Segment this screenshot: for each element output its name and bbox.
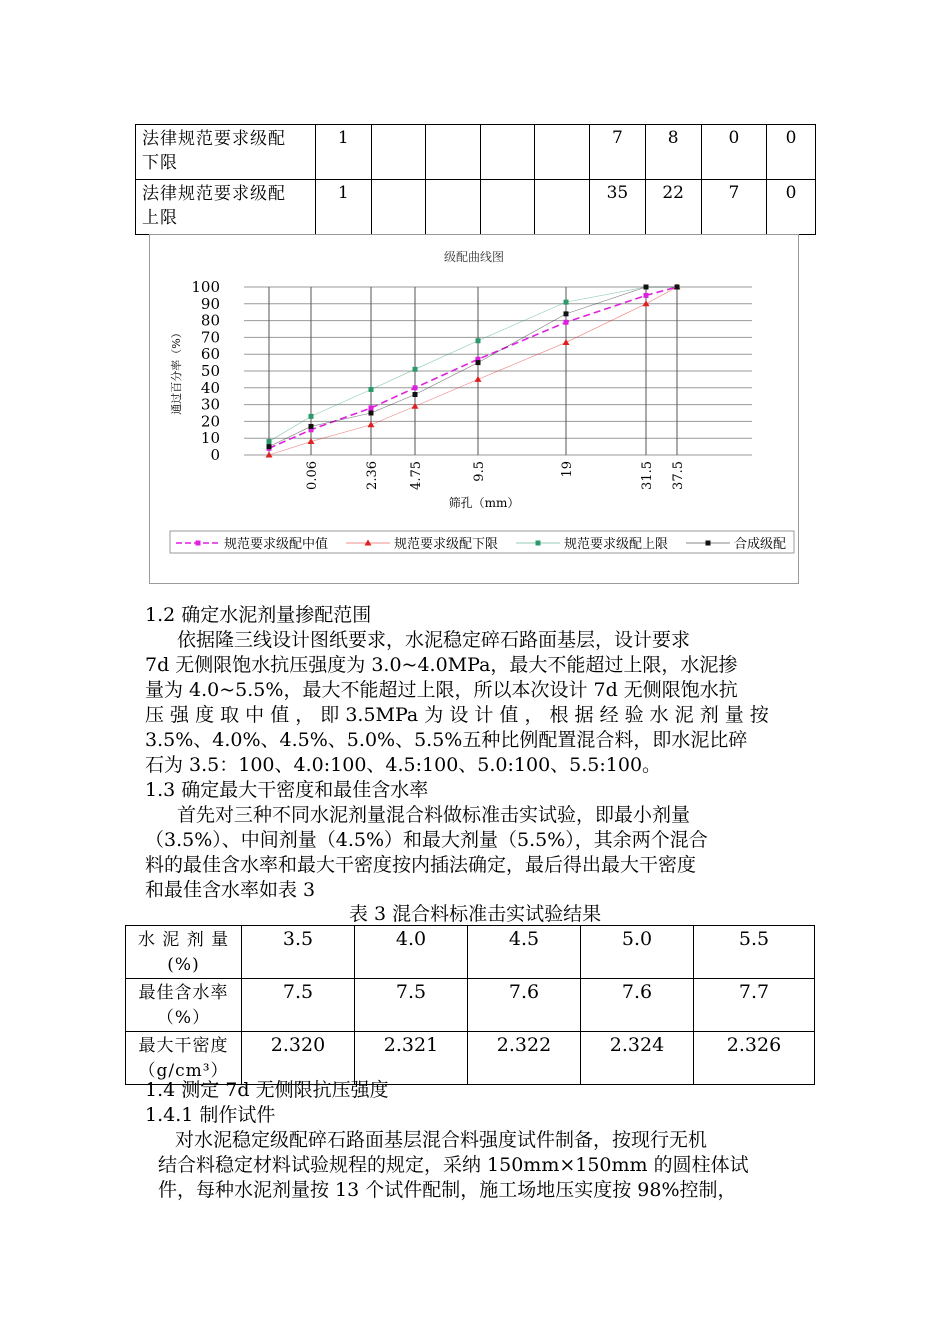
paragraph-line: 7d 无侧限饱水抗压强度为 3.0~4.0MPa，最大不能超过上限，水泥掺 bbox=[145, 654, 738, 676]
y-tick-label: 80 bbox=[200, 311, 220, 330]
data-point bbox=[564, 300, 569, 305]
legend-label: 规范要求级配上限 bbox=[564, 537, 669, 552]
data-point bbox=[369, 405, 374, 410]
y-tick-label: 60 bbox=[200, 345, 220, 364]
x-tick-label: 4.75 bbox=[409, 461, 424, 490]
table-cell: 4.0 bbox=[355, 926, 468, 979]
legend-marker bbox=[536, 541, 541, 546]
data-point bbox=[412, 403, 419, 409]
paragraph-line: 对水泥稳定级配碎石路面基层混合料强度试件制备，按现行无机 bbox=[175, 1129, 708, 1151]
table-cell bbox=[480, 180, 535, 235]
table-cell: 7.6 bbox=[581, 979, 694, 1032]
series-line bbox=[269, 287, 677, 448]
x-tick-label: 2.36 bbox=[365, 461, 380, 490]
data-point bbox=[563, 339, 570, 345]
table-cell: 0 bbox=[701, 125, 767, 180]
paragraph-line: 量为 4.0~5.5%，最大不能超过上限，所以本次设计 7d 无侧限饱水抗 bbox=[145, 679, 738, 701]
table-cell: 2.322 bbox=[468, 1032, 581, 1085]
x-tick-label: 0.06 bbox=[305, 461, 320, 490]
table-row bbox=[126, 1032, 815, 1085]
table-cell: 7.5 bbox=[242, 979, 355, 1032]
x-tick-label: 9.5 bbox=[472, 461, 487, 482]
legend-label: 规范要求级配中值 bbox=[224, 537, 329, 552]
data-point bbox=[267, 439, 272, 444]
table-cell: 3.5 bbox=[242, 926, 355, 979]
compaction-results-table bbox=[125, 925, 815, 1085]
y-tick-label: 30 bbox=[200, 395, 220, 414]
row-label: 法律规范要求级配 上限 bbox=[136, 180, 316, 235]
paragraph-line: 件，每种水泥剂量按 13 个试件配制，施工场地压实度按 98%控制， bbox=[158, 1179, 737, 1201]
table-cell: 0 bbox=[767, 125, 816, 180]
y-tick-label: 100 bbox=[191, 278, 220, 296]
data-point bbox=[267, 444, 272, 449]
paragraph-line: 和最佳含水率如表 3 bbox=[145, 879, 316, 901]
x-tick-label: 37.5 bbox=[671, 461, 686, 490]
table-cell: 2.326 bbox=[694, 1032, 815, 1085]
table-cell bbox=[535, 180, 590, 235]
table-cell: 5.0 bbox=[581, 926, 694, 979]
table-cell: 1 bbox=[315, 125, 371, 180]
table-cell: 7 bbox=[701, 180, 767, 235]
sub-heading-1-4-1: 1.4.1 制作试件 bbox=[145, 1104, 276, 1126]
legend-marker bbox=[196, 541, 201, 546]
table-cell: 5.5 bbox=[694, 926, 815, 979]
table-cell: 22 bbox=[645, 180, 701, 235]
x-tick-label: 19 bbox=[560, 461, 575, 478]
data-point bbox=[413, 367, 418, 372]
table-cell: 2.321 bbox=[355, 1032, 468, 1085]
data-point bbox=[369, 387, 374, 392]
table-row bbox=[136, 180, 816, 235]
data-point bbox=[475, 376, 482, 382]
table-cell: 7.6 bbox=[468, 979, 581, 1032]
legend-marker bbox=[706, 541, 711, 546]
table-cell: 7.5 bbox=[355, 979, 468, 1032]
table-cell: 2.324 bbox=[581, 1032, 694, 1085]
paragraph-line: （3.5%）、中间剂量（4.5%）和最大剂量（5.5%），其余两个混合 bbox=[145, 829, 708, 851]
table-row bbox=[136, 125, 816, 180]
table-cell: 35 bbox=[590, 180, 646, 235]
data-point bbox=[644, 285, 649, 290]
data-point bbox=[564, 320, 569, 325]
y-tick-label: 20 bbox=[200, 412, 220, 431]
gradation-limits-table bbox=[135, 124, 816, 235]
x-axis-label: 筛孔（mm） bbox=[448, 496, 520, 510]
data-point bbox=[413, 385, 418, 390]
paragraph-line: 压 强 度 取 中 值 ， 即 3.5MPa 为 设 计 值 ， 根 据 经 验 水 泥 剂 量 按 bbox=[145, 704, 769, 726]
gradation-chart bbox=[149, 234, 799, 584]
legend-label: 合成级配 bbox=[734, 537, 787, 552]
data-point bbox=[644, 293, 649, 298]
table-cell: 2.320 bbox=[242, 1032, 355, 1085]
row-label: 法律规范要求级配 下限 bbox=[136, 125, 316, 180]
table-cell: 7 bbox=[590, 125, 646, 180]
table-cell: 4.5 bbox=[468, 926, 581, 979]
data-point bbox=[476, 360, 481, 365]
section-heading-1-2: 1.2 确定水泥剂量掺配范围 bbox=[145, 604, 372, 626]
y-tick-label: 40 bbox=[200, 378, 220, 397]
data-point bbox=[476, 338, 481, 343]
chart-svg bbox=[150, 235, 798, 583]
paragraph-line: 结合料稳定材料试验规程的规定，采纳 150mm×150mm 的圆柱体试 bbox=[158, 1154, 749, 1176]
table-cell bbox=[371, 180, 426, 235]
table-cell: 7.7 bbox=[694, 979, 815, 1032]
row-label: 最佳含水率 （%） bbox=[126, 979, 242, 1032]
table-cell bbox=[371, 125, 426, 180]
table-cell: 8 bbox=[645, 125, 701, 180]
data-point bbox=[309, 424, 314, 429]
data-point bbox=[413, 392, 418, 397]
table-caption: 表 3 混合料标准击实试验结果 bbox=[348, 903, 602, 925]
data-point bbox=[675, 285, 680, 290]
y-tick-label: 50 bbox=[200, 362, 220, 380]
x-tick-label: 31.5 bbox=[640, 461, 655, 490]
section-heading-1-4: 1.4 测定 7d 无侧限抗压强度 bbox=[145, 1079, 389, 1101]
y-tick-label: 70 bbox=[200, 328, 220, 347]
chart-title: 级配曲线图 bbox=[443, 250, 505, 264]
data-point bbox=[369, 411, 374, 416]
table-cell: 0 bbox=[767, 180, 816, 235]
paragraph-line: 石为 3.5：100、4.0:100、4.5:100、5.0:100、5.5:100。 bbox=[145, 754, 662, 776]
y-tick-label: 10 bbox=[200, 429, 220, 448]
data-point bbox=[368, 421, 375, 427]
paragraph-line: 首先对三种不同水泥剂量混合料做标准击实试验，即最小剂量 bbox=[177, 804, 691, 826]
table-cell bbox=[480, 125, 535, 180]
paragraph-line: 料的最佳含水率和最大干密度按内插法确定，最后得出最大干密度 bbox=[145, 854, 697, 876]
y-tick-label: 90 bbox=[200, 294, 220, 313]
y-tick-label: 0 bbox=[210, 446, 220, 464]
paragraph-line: 依据隆三线设计图纸要求，水泥稳定碎石路面基层，设计要求 bbox=[177, 629, 691, 651]
y-axis-label: 通过百分率（%） bbox=[170, 327, 183, 415]
data-point bbox=[309, 414, 314, 419]
table-row bbox=[126, 926, 815, 979]
table-cell: 1 bbox=[315, 180, 371, 235]
legend-label: 规范要求级配下限 bbox=[394, 537, 499, 552]
table-cell bbox=[426, 125, 481, 180]
row-label: 最大干密度 （g/cm³） bbox=[126, 1032, 242, 1085]
section-heading-1-3: 1.3 确定最大干密度和最佳含水率 bbox=[145, 779, 429, 801]
table-row bbox=[126, 979, 815, 1032]
paragraph-line: 3.5%、4.0%、4.5%、5.0%、5.5%五种比例配置混合料，即水泥比碎 bbox=[145, 729, 748, 751]
row-label: 水 泥 剂 量 (%) bbox=[126, 926, 242, 979]
data-point bbox=[564, 311, 569, 316]
legend-marker bbox=[365, 540, 372, 546]
table-cell bbox=[535, 125, 590, 180]
table-cell bbox=[426, 180, 481, 235]
series-line bbox=[269, 287, 677, 442]
data-point bbox=[643, 300, 650, 306]
